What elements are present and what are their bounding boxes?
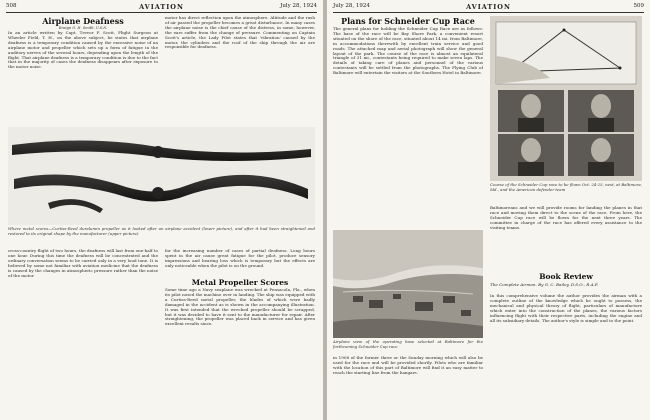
airplane-deafness-byline: Ensign G. H. Smith, U.S.N. bbox=[58, 26, 108, 30]
book-review-subtitle: The Complete Airman. By G. C. Bailey, D.S.O., R.A.F. bbox=[490, 283, 599, 287]
cup-team-caption: Course of the Schneider Cup race to be flown Oct. 24-25, next, at Baltimore, Md., and the American defender team bbox=[490, 183, 642, 192]
left-running-head bbox=[6, 3, 317, 12]
right-issue-date: July 28, 1924 bbox=[333, 3, 370, 9]
cup-team-photo-image bbox=[490, 16, 642, 181]
deafness-body-col1-text: cross-country flight of two hours, the deafness will last from one-half to one hour. During this time the deafness will be concentrated and the ordinary conversation seems to be carried only in a very loud tone. It is believed by some not familiar with aviation medicine that the deafness is caused by the changes in atmospheric pressure rather than the noise of the motor. bbox=[8, 249, 158, 278]
left-issue-date: July 28, 1924 bbox=[280, 3, 317, 9]
propeller-photo bbox=[8, 127, 315, 225]
metal-propeller-title: Metal Propeller Scores bbox=[191, 278, 289, 287]
airplane-deafness-col2: motor has direct reflection upon the atmosphere. Altitude and the rush of air passed the propeller becomes a great disturbance. In many cases the airplane noise is the chief cause of the distress, in some, however, the ears suffer from the change of pressure. Commenting on Captain Scott's article, the Lady Pilot states that 'vibration' caused by the motor, the cylinders and the roof of the ship through the air are responsible for deafness. bbox=[165, 16, 315, 50]
airplane-deafness-title: Airplane Deafness bbox=[42, 16, 124, 26]
propeller-photo-image bbox=[8, 127, 315, 225]
left-header-rule bbox=[6, 12, 317, 13]
cup-team-photo bbox=[490, 16, 642, 181]
deafness-body-col2: for the increasing number of cases of partial deafness. Long hours spent in the air cause great fatigue for the pilot, produce sensory impressions and hearing loss which is temporary but the effects are only noticeable when the pilot is on the ground. bbox=[165, 249, 315, 268]
right-header-rule bbox=[333, 12, 644, 13]
metal-propeller-text: Some time ago a Navy seaplane was wrecked at Pensacola, Fla., when its pilot nosed the machine over in landing. The ship was equipped with a Curtiss-Reed metal propeller, the blades of which were badly damaged in the accident as is shown in the accompanying illustration. It was first intended that the wrecked propeller should be scrapped, but it was decided to have it sent to the manufacturer for repair. After straightening, the propeller was placed back in service and has given excellent results since. bbox=[165, 288, 315, 327]
aerial-photo-image bbox=[333, 230, 483, 338]
left-magazine-name: AVIATION bbox=[139, 3, 184, 11]
right-running-head bbox=[333, 3, 644, 12]
aerial-photo-caption: Airplane view of the operating base selected at Baltimore for the forthcoming Schneider Cup race bbox=[333, 340, 483, 349]
propeller-photo-caption: Where metal scores—Curtiss-Reed duralumin propeller as it looked after an airplane accident (lower picture), and after it had been straightened and restored to its original shape by the manufacturer (upper picture) bbox=[8, 227, 315, 236]
right-magazine-name: AVIATION bbox=[466, 3, 511, 11]
deafness-body-col1 bbox=[8, 249, 158, 416]
right-page bbox=[327, 0, 650, 420]
schneider-cup-text: The general plans for holding the Schneider Cup Race are as follows: The base of the race will be Bay Shore Park, a convenient resort situated on the shore of the race, situated about 14 mi. from Baltimore, in accommodations therewith by excellent train service and good roads. The attached map and aerial photograph will show the general layout of the park. The course of the race is almost an equilateral triangle of 31 mi., contestants being required to make seven laps. The details of taking care of planes and personnel of the various contestants will be settled from the photographs. The Flying Club of Baltimore will entertain the visitors at the Southern Hotel in Baltimore. bbox=[333, 27, 483, 76]
book-review-text: In this comprehensive volume the author provides the airman with a complete outline of the knowledge which he ought to possess, the mechanical and physical theory of flight, particulars of manufacture which enter into the construction of the planes, the various factors influencing flight with their respective parts, including the engine and all its subsidiary details. The author's style is simple and to the point. bbox=[490, 294, 642, 323]
book-review-title: Book Review bbox=[539, 272, 593, 281]
schneider-cup-bottom-text: in 1908 of the former three or the Sunday morning which will also be used for the race and will be provided shortly. Pilots who are familiar with the location of this part of Baltimore will find it an easy matter to reach the starting line from the hangars. bbox=[333, 356, 483, 375]
left-page-number: 508 bbox=[6, 3, 17, 9]
airplane-deafness-col1: In an article written by Capt. Trevor F. Scott, Flight Surgeon at Wheeler Field, T. H., on the above subject, he states that airplane deafness is a temporary condition caused by the excessive noise of an airplane motor and propeller which sets up a form of fatigue in the auditory nerves of the several hours, depending upon the length of the flight. That airplane deafness is a temporary condition is due to the fact that in the majority of cases the deafness disappears after exposure to the motor noise. bbox=[8, 31, 158, 70]
left-page bbox=[0, 0, 323, 420]
right-page-number: 509 bbox=[633, 3, 644, 9]
baltimore-side-text: Baltimoreans and we will provide rooms for landing the planes in that race and moving them direct to the scene of the race. From here, the Schneider Cup race will be flown for the next three years. The committee in charge of the race has offered every assistance to the visiting teams. bbox=[490, 206, 642, 230]
aerial-photo bbox=[333, 230, 483, 338]
schneider-cup-title: Plans for Schneider Cup Race bbox=[341, 16, 475, 26]
